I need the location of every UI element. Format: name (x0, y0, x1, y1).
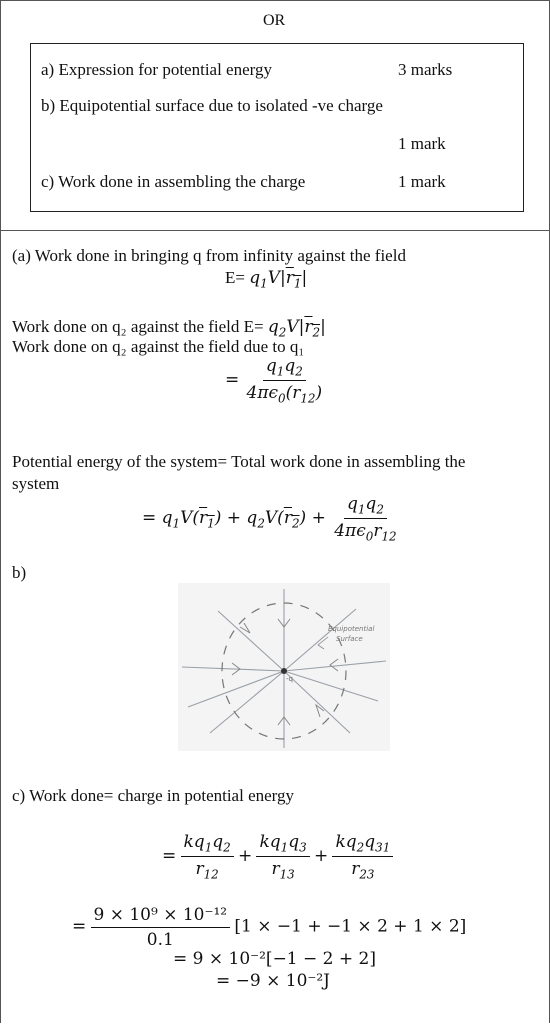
part-c-step3: = −9 × 10⁻²J (216, 971, 330, 991)
pe-line2: system (12, 474, 60, 493)
part-c-numeric-expression: = $\frac{\text{9 × 10⁹ × 10⁻¹²}}{0.1}$ [1 × −1 + −1 × 2 + 1 × 2] (72, 905, 467, 950)
scheme-item-a-label: a) Expression for potential energy (41, 60, 273, 79)
figure-annotation-1: Equipotential (328, 625, 375, 633)
part-c-intro: c) Work done= charge in potential energy (12, 786, 295, 805)
field-lines-diagram (178, 583, 390, 751)
part-a-field-expression (225, 268, 307, 290)
term-23: $\frac{kq_2q_{31}}{r_{23}}$ (332, 832, 393, 882)
pe-total-expression: = $q_1V(r_1) + q_2V(r_2)$ + $\frac{q_1q_2}{4\pi\epsilon_0r_{12}}$ (142, 494, 400, 544)
scheme-item-c-label: c) Work done in assembling the charge (41, 172, 306, 191)
line2-formula: $q_2V|r_2|$ (267, 317, 326, 340)
part-a-coulomb-term: = $\frac{q_1q_2}{4\pi\epsilon_0(r_{12})}$ (225, 356, 325, 406)
part-a-line3: Work done on q₂ against the field due to q₁ (12, 337, 305, 356)
equipotential-figure (178, 583, 390, 751)
svg-text:-q: -q (286, 675, 293, 683)
part-b-label: b) (12, 563, 27, 582)
scheme-item-b-label: b) Equipotential surface due to isolated -ve charge (41, 96, 383, 115)
coefficient-fraction (91, 905, 231, 950)
field-formula: $q_1V|r_1|$ (249, 268, 308, 291)
term-12: $\frac{kq_1q_2}{r_{12}}$ (181, 832, 234, 882)
field-label: E= (225, 268, 245, 287)
part-a-intro: (a) Work done in bringing q from infinity against the field (12, 246, 406, 265)
part-c-sum-expression: = $\frac{kq_1q_2}{r_{12}}$ + $\frac{kq_1q_3}{r_{13}}$ + $\frac{kq_2q_{31}}{r_{23}}$ (162, 832, 393, 882)
pe-line1: Potential energy of the system= Total work done in assembling the (12, 452, 466, 471)
scheme-item-c-marks: 1 mark (398, 172, 446, 191)
bracket-terms: [1 × −1 + −1 × 2 + 1 × 2] (234, 916, 467, 937)
coulomb-fraction: $\frac{q_1q_2}{4\pi\epsilon_0(r_{12})}$ (246, 356, 323, 406)
or-heading: OR (263, 12, 286, 29)
part-c-step2: = 9 × 10⁻²[−1 − 2 + 2] (173, 949, 376, 969)
section-divider (0, 230, 550, 231)
term-13: $\frac{kq_1q_3}{r_{13}}$ (256, 832, 309, 882)
scheme-item-b-marks: 1 mark (398, 134, 446, 153)
line2-text: Work done on q₂ against the field E= (12, 317, 264, 336)
figure-annotation-2: Surface (336, 635, 363, 643)
pe-fraction: $\frac{q_1q_2}{4\pi\epsilon_0r_{12}}$ (334, 494, 397, 544)
coefficient-numerator: 9 × 10⁹ × 10⁻¹² (91, 905, 231, 928)
scheme-item-a-marks: 3 marks (398, 60, 453, 79)
coefficient-denominator: 0.1 (146, 930, 174, 950)
